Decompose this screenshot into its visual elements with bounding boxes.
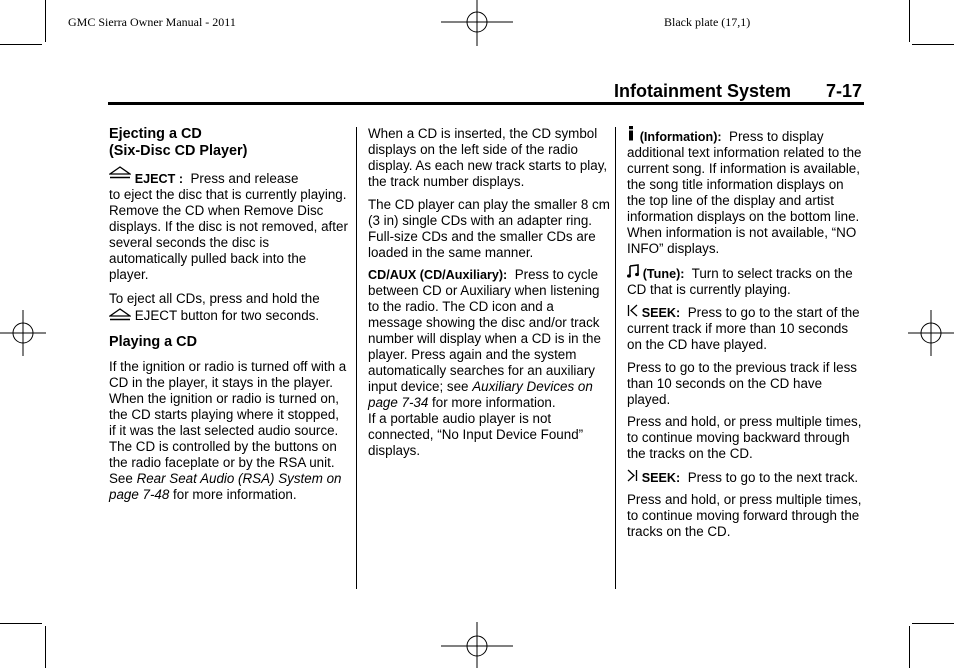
playing-paragraph: If the ignition or radio is turned off with a CD in the player, it stays in the player. When the ignition or radio is turned on, the CD starts playing where it stopped, if it was the last selected audio source. bbox=[109, 359, 347, 438]
column-3 bbox=[627, 126, 863, 547]
seek-forward-paragraph: SEEK: Press to go to the next track. bbox=[627, 469, 863, 486]
cd-aux-label: CD/AUX (CD/Auxiliary): bbox=[368, 268, 508, 282]
column-2 bbox=[368, 126, 610, 466]
seek-back-paragraph: SEEK: Press to go to the start of the current track if more than 10 seconds on the CD have played. bbox=[627, 305, 860, 352]
no-device-paragraph: If a portable audio player is not connected, “No Input Device Found” displays. bbox=[368, 411, 584, 458]
plate-label: Black plate (17,1) bbox=[664, 15, 751, 29]
page-number: 7-17 bbox=[826, 81, 863, 101]
forward-paragraph: Press and hold, or press multiple times, to continue moving forward through the tracks on the CD. bbox=[627, 492, 862, 539]
column-divider bbox=[356, 127, 357, 589]
cd-aux-paragraph: CD/AUX (CD/Auxiliary): Press to cycle between CD or Auxiliary when listening to the radio. The CD icon and a message showing the disc and/or track number will display when a CD is in the player. Press again and the system automatically searches for an auxiliary input device; see Auxiliary Devices on page 7-34 for more information. bbox=[368, 267, 601, 410]
seek-forward-label: SEEK: bbox=[641, 470, 681, 485]
info-paragraph: (Information): Press to display additional text information related to the current song. If information is available, the song title information displays on the top line of the display and artist information displays on the bottom line. bbox=[627, 126, 863, 225]
section-title: Infotainment System bbox=[614, 81, 792, 101]
header-rule bbox=[108, 102, 864, 105]
aux-devices-link[interactable]: Auxiliary Devices on page 7-34 bbox=[368, 379, 593, 410]
crop-mark bbox=[912, 623, 954, 624]
manual-title: GMC Sierra Owner Manual - 2011 bbox=[68, 15, 236, 29]
controls-paragraph: The CD is controlled by the buttons on the radio faceplate or by the RSA unit. See Rear Seat Audio (RSA) System on page 7-48 for more information. bbox=[109, 439, 342, 502]
eject-paragraph: EJECT : Press and release to eject the disc that is currently playing. Remove the CD when Remove Disc displays. If the disc is not removed, after several seconds the disc is automatically pulled back into the player. bbox=[109, 170, 349, 283]
eject-all-paragraph: To eject all CDs, press and hold the EJECT button for two seconds. bbox=[109, 291, 320, 323]
seek-back-label: SEEK: bbox=[641, 306, 681, 320]
no-info-paragraph: When information is not available, “NO INFO” displays. bbox=[627, 225, 857, 256]
crop-mark bbox=[45, 0, 46, 42]
crop-mark bbox=[909, 0, 910, 42]
eject-label: EJECT : bbox=[134, 172, 184, 186]
crop-mark bbox=[912, 44, 954, 45]
cd-insert-paragraph: When a CD is inserted, the CD symbol displays on the left side of the radio display. As each new track starts to play, the track number displays. bbox=[368, 126, 608, 189]
registration-mark-icon bbox=[441, 0, 513, 48]
crop-mark bbox=[0, 623, 42, 624]
heading-ejecting: Ejecting a CD (Six-Disc CD Player) bbox=[109, 126, 248, 159]
small-cd-paragraph: The CD player can play the smaller 8 cm (3 in) single CDs with an adapter ring. Full-size CDs and the smaller CDs are loaded in the same manner. bbox=[368, 196, 610, 260]
registration-mark-icon bbox=[908, 310, 954, 356]
column-divider bbox=[615, 127, 616, 589]
seek-back-icon bbox=[627, 304, 638, 321]
info-label: (Information): bbox=[639, 130, 722, 144]
eject-icon bbox=[109, 307, 131, 324]
registration-mark-icon bbox=[441, 622, 513, 668]
eject-icon bbox=[109, 170, 131, 187]
rsa-link[interactable]: Rear Seat Audio (RSA) System on page 7-48 bbox=[109, 471, 342, 502]
heading-playing: Playing a CD bbox=[109, 334, 197, 350]
registration-mark-icon bbox=[0, 310, 46, 356]
music-note-icon bbox=[627, 264, 639, 282]
crop-mark bbox=[909, 626, 910, 668]
info-icon bbox=[627, 126, 636, 145]
previous-track-paragraph: Press to go to the previous track if less than 10 seconds on the CD have played. bbox=[627, 359, 857, 407]
crop-mark bbox=[0, 44, 42, 45]
crop-mark bbox=[45, 626, 46, 668]
tune-paragraph: (Tune): Turn to select tracks on the CD that is currently playing. bbox=[627, 265, 853, 297]
column-1 bbox=[109, 126, 349, 510]
backward-paragraph: Press and hold, or press multiple times, to continue moving backward through the tracks on the CD. bbox=[627, 414, 862, 461]
seek-forward-icon bbox=[627, 469, 638, 486]
tune-label: (Tune): bbox=[642, 266, 685, 281]
